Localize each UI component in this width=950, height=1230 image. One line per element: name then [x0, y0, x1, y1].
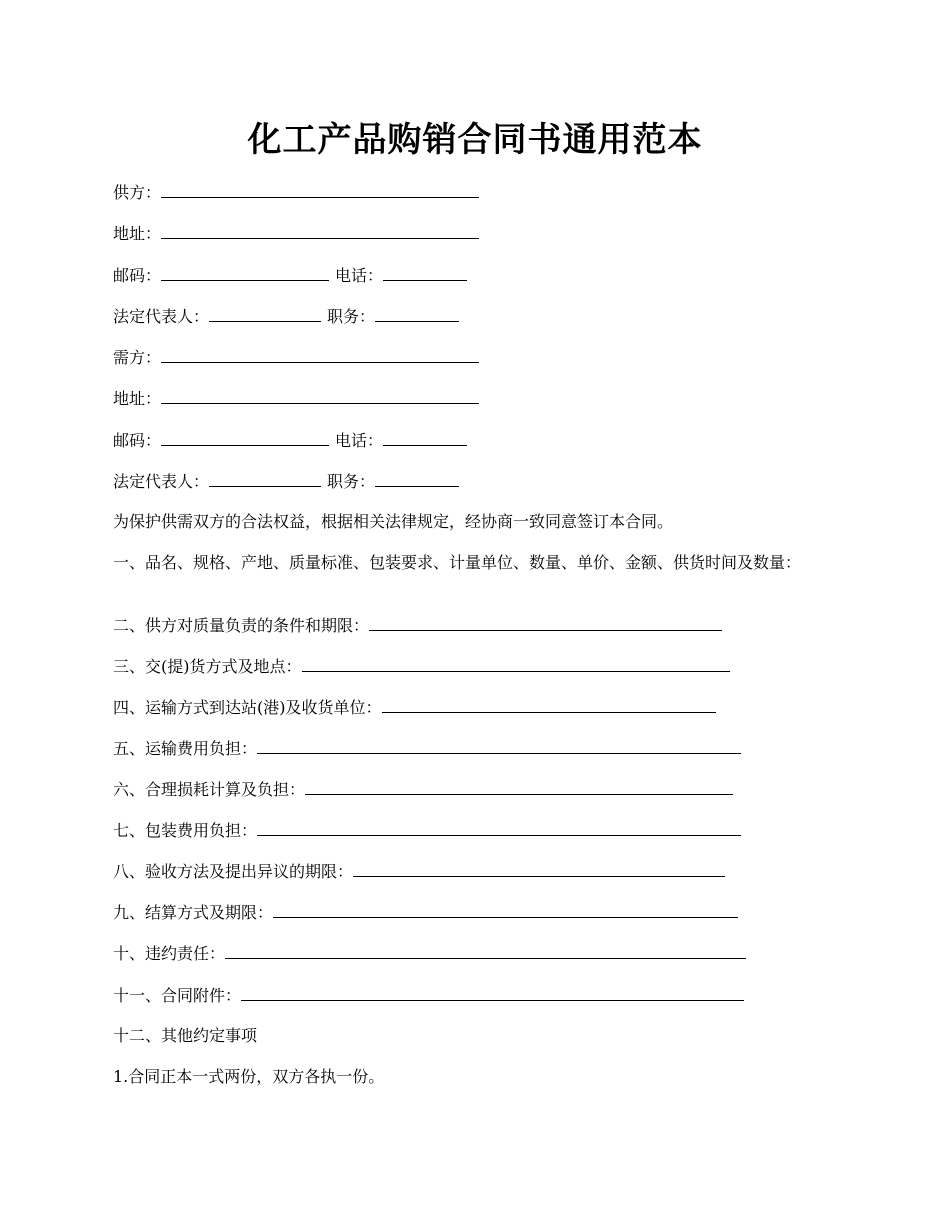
buyer-position-blank[interactable]	[375, 470, 459, 487]
buyer-postcode-blank[interactable]	[161, 429, 329, 446]
buyer-phone-label: 电话：	[335, 431, 384, 450]
clause-7-blank[interactable]	[257, 819, 741, 836]
buyer-address-line	[113, 387, 479, 410]
supplier-rep-label: 法定代表人：	[113, 307, 210, 326]
clause-3-label: 三、交(提)货方式及地点：	[113, 657, 302, 676]
supplier-address-line	[113, 222, 479, 245]
clause-7-label: 七、包装费用负担：	[113, 821, 258, 840]
clause-12-item-1: 1.合同正本一式两份，双方各执一份。	[113, 1067, 385, 1086]
clause-10-blank[interactable]	[225, 942, 746, 959]
supplier-postcode-label: 邮码：	[113, 266, 162, 285]
clause-2-label: 二、供方对质量负责的条件和期限：	[113, 616, 370, 635]
clause-8	[113, 860, 725, 883]
clause-1: 一、品名、规格、产地、质量标准、包装要求、计量单位、数量、单价、金额、供货时间及数量：	[113, 553, 802, 572]
supplier-label: 供方：	[113, 183, 162, 202]
clause-11-label: 十一、合同附件：	[113, 986, 242, 1005]
supplier-postcode-blank[interactable]	[161, 264, 329, 281]
clause-4	[113, 696, 716, 719]
clause-3-blank[interactable]	[302, 655, 730, 672]
clause-2-blank[interactable]	[369, 614, 722, 631]
clause-2	[113, 614, 722, 637]
supplier-address-blank[interactable]	[161, 222, 479, 239]
clause-5-blank[interactable]	[257, 737, 741, 754]
clause-7	[113, 819, 741, 842]
clause-3	[113, 655, 730, 678]
supplier-blank[interactable]	[161, 181, 479, 198]
supplier-rep-blank[interactable]	[209, 305, 321, 322]
buyer-address-blank[interactable]	[161, 387, 479, 404]
clause-12: 十二、其他约定事项	[113, 1026, 258, 1045]
buyer-phone-blank[interactable]	[383, 429, 467, 446]
clause-9	[113, 901, 738, 924]
clause-11-blank[interactable]	[241, 984, 744, 1001]
clause-8-blank[interactable]	[353, 860, 725, 877]
buyer-position-label: 职务：	[327, 472, 376, 491]
clause-10	[113, 942, 746, 965]
supplier-rep-line	[113, 305, 459, 328]
clause-6-label: 六、合理损耗计算及负担：	[113, 780, 306, 799]
buyer-label: 需方：	[113, 348, 162, 367]
supplier-line	[113, 181, 479, 204]
clause-5-label: 五、运输费用负担：	[113, 739, 258, 758]
supplier-address-label: 地址：	[113, 224, 162, 243]
clause-9-label: 九、结算方式及期限：	[113, 903, 274, 922]
buyer-rep-label: 法定代表人：	[113, 472, 210, 491]
clause-9-blank[interactable]	[273, 901, 738, 918]
clause-4-blank[interactable]	[382, 696, 716, 713]
buyer-blank[interactable]	[161, 346, 479, 363]
supplier-phone-label: 电话：	[335, 266, 384, 285]
clause-11	[113, 984, 744, 1007]
supplier-phone-blank[interactable]	[383, 264, 467, 281]
buyer-line	[113, 346, 479, 369]
page-title: 化工产品购销合同书通用范本	[247, 120, 703, 160]
clause-5	[113, 737, 741, 760]
supplier-position-blank[interactable]	[375, 305, 459, 322]
buyer-rep-line	[113, 470, 459, 493]
supplier-contact-line	[113, 264, 467, 287]
clause-10-label: 十、违约责任：	[113, 944, 226, 963]
buyer-rep-blank[interactable]	[209, 470, 321, 487]
supplier-position-label: 职务：	[327, 307, 376, 326]
buyer-postcode-label: 邮码：	[113, 431, 162, 450]
buyer-address-label: 地址：	[113, 389, 162, 408]
clause-6	[113, 778, 733, 801]
clause-4-label: 四、运输方式到达站(港)及收货单位：	[113, 698, 382, 717]
clause-8-label: 八、验收方法及提出异议的期限：	[113, 862, 354, 881]
intro-paragraph: 为保护供需双方的合法权益，根据相关法律规定，经协商一致同意签订本合同。	[113, 512, 674, 531]
buyer-contact-line	[113, 429, 467, 452]
clause-6-blank[interactable]	[305, 778, 733, 795]
